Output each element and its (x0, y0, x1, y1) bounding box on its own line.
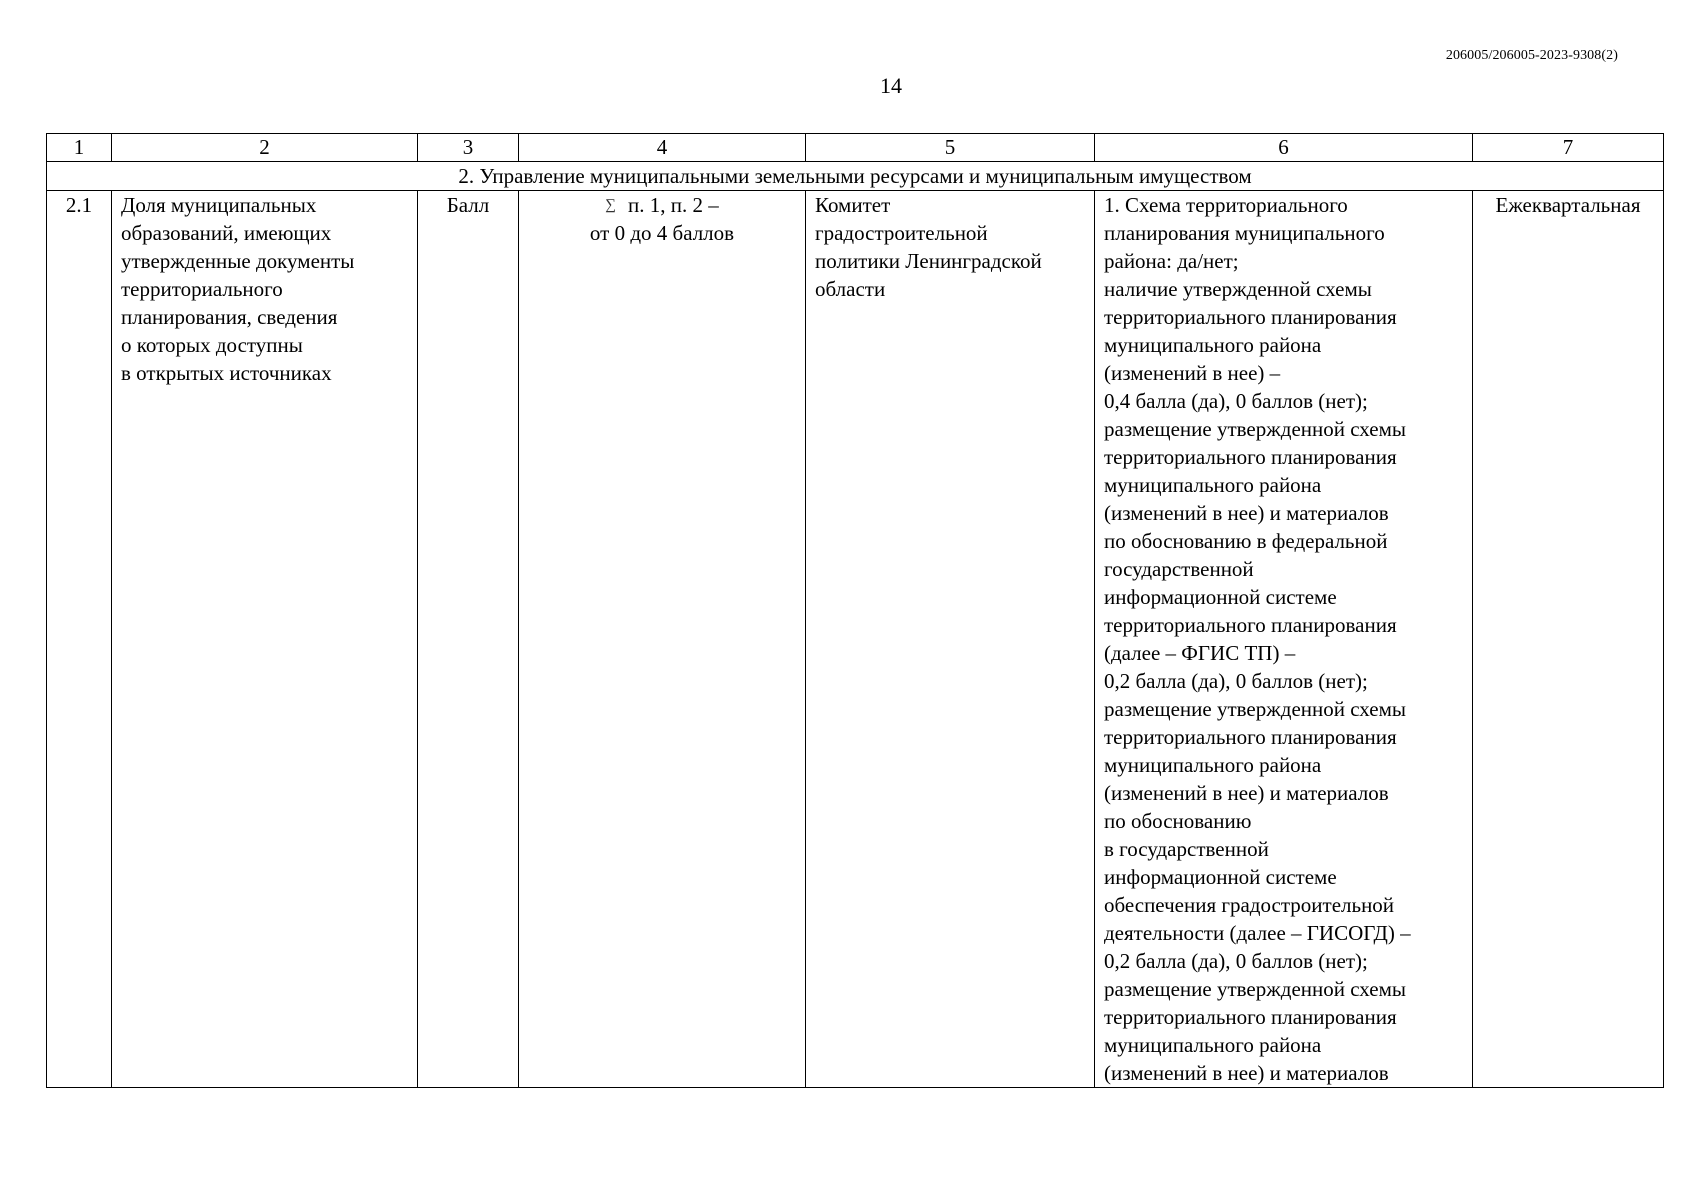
criteria-line: информационной системе (1104, 585, 1337, 609)
criteria-line: 0,4 балла (да), 0 баллов (нет); (1104, 389, 1368, 413)
criteria-line: муниципального района (1104, 333, 1322, 357)
responsible-line: Комитет (815, 193, 891, 217)
criteria-line: территориального планирования (1104, 613, 1397, 637)
criteria-line: территориального планирования (1104, 1005, 1397, 1029)
criteria-line: (изменений в нее) и материалов (1104, 781, 1389, 805)
criteria-line: размещение утвержденной схемы (1104, 417, 1406, 441)
responsible-line: политики Ленинградской (815, 249, 1042, 273)
section-row (47, 162, 1664, 191)
criteria-line: территориального планирования (1104, 445, 1397, 469)
criteria-line: наличие утвержденной схемы (1104, 277, 1372, 301)
criteria-line: (изменений в нее) и материалов (1104, 1061, 1389, 1085)
sum-icon: ∑ (605, 197, 616, 213)
criteria-line: деятельности (далее – ГИСОГД) – (1104, 921, 1411, 945)
column-header-5: 5 (806, 134, 1095, 162)
reporting-frequency: Ежеквартальная (1473, 191, 1664, 1088)
indicator-line: территориального (121, 277, 283, 301)
criteria-line: муниципального района (1104, 753, 1322, 777)
calculation-method (519, 191, 806, 1088)
criteria-line: размещение утвержденной схемы (1104, 697, 1406, 721)
indicator-line: утвержденные документы (121, 249, 355, 273)
indicators-table (46, 133, 1664, 1088)
responsible-body (806, 191, 1095, 1088)
criteria-line: 0,2 балла (да), 0 баллов (нет); (1104, 669, 1368, 693)
criteria-line: района: да/нет; (1104, 249, 1239, 273)
criteria-line: государственной (1104, 557, 1254, 581)
criteria-line: по обоснованию в федеральной (1104, 529, 1388, 553)
column-header-3: 3 (418, 134, 519, 162)
method-text-1: п. 1, п. 2 – (627, 193, 719, 217)
responsible-line: области (815, 277, 886, 301)
method-line-2: от 0 до 4 баллов (589, 221, 735, 245)
criteria-line: муниципального района (1104, 473, 1322, 497)
column-header-1: 1 (47, 134, 112, 162)
unit-of-measure: Балл (418, 191, 519, 1088)
criteria-line: планирования муниципального (1104, 221, 1385, 245)
criteria-line: информационной системе (1104, 865, 1337, 889)
column-number-row (47, 134, 1664, 162)
indicator-line: о которых доступны (121, 333, 303, 357)
criteria-line: в государственной (1104, 837, 1269, 861)
page-number: 14 (880, 73, 902, 98)
method-line-1 (528, 191, 796, 219)
column-header-4: 4 (519, 134, 806, 162)
column-header-2: 2 (112, 134, 418, 162)
indicator-line: в открытых источниках (121, 361, 332, 385)
indicator-line: планирования, сведения (121, 305, 338, 329)
indicator-line: Доля муниципальных (121, 193, 317, 217)
criteria-line: 1. Схема территориального (1104, 193, 1348, 217)
column-header-6: 6 (1095, 134, 1473, 162)
table-row (47, 191, 1664, 1088)
section-title: 2. Управление муниципальными земельными ресурсами и муниципальным имуществом (47, 162, 1664, 191)
evaluation-criteria (1095, 191, 1473, 1088)
criteria-line: по обоснованию (1104, 809, 1252, 833)
indicator-line: образований, имеющих (121, 221, 332, 245)
criteria-line: обеспечения градостроительной (1104, 893, 1395, 917)
criteria-line: размещение утвержденной схемы (1104, 977, 1406, 1001)
indicator-name (112, 191, 418, 1088)
criteria-line: территориального планирования (1104, 305, 1397, 329)
column-header-7: 7 (1473, 134, 1664, 162)
responsible-line: градостроительной (815, 221, 988, 245)
row-number: 2.1 (47, 191, 112, 1088)
criteria-line: (изменений в нее) и материалов (1104, 501, 1389, 525)
criteria-line: 0,2 балла (да), 0 баллов (нет); (1104, 949, 1368, 973)
criteria-line: муниципального района (1104, 1033, 1322, 1057)
criteria-line: (далее – ФГИС ТП) – (1104, 641, 1296, 665)
document-id: 206005/206005-2023-9308(2) (1445, 48, 1618, 63)
criteria-line: (изменений в нее) – (1104, 361, 1281, 385)
criteria-line: территориального планирования (1104, 725, 1397, 749)
